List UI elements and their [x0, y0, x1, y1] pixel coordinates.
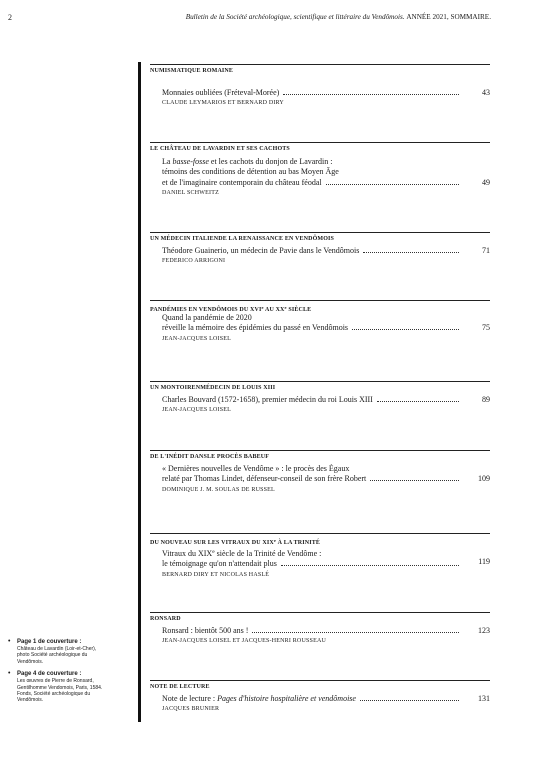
- toc-entry[interactable]: [162, 694, 490, 713]
- table-of-contents: [150, 64, 490, 721]
- entry-author: JEAN-JACQUES LOISEL ET JACQUES-HENRI ROUSSEAU: [162, 638, 327, 645]
- entry-line: Monnaies oubliées (Fréteval-Morée): [162, 88, 490, 98]
- entry-line: Quand la pandémie de 2020: [162, 313, 252, 322]
- entry-line: Ronsard : bientôt 500 ans !: [162, 626, 490, 636]
- toc-section: [150, 232, 490, 300]
- cover-credits: [8, 638, 104, 709]
- page-ref: 43: [482, 88, 490, 97]
- section-title: UN MONTOIRENMÉDECIN DE LOUIS XIII: [150, 385, 276, 391]
- entry-author: FEDERICO ARRIGONI: [162, 258, 226, 265]
- note-body: Les œuvres de Pierre de Ronsard, Gentilhomme Vendomois, Paris, 1584. Fonds, Société archéologique du Vendômois.: [17, 678, 103, 704]
- section-title: DU NOUVEAU SUR LES VITRAUX DU XIXe À LA TRINITÉ: [150, 538, 321, 546]
- entry-line: La basse-fosse et les cachots du donjon de Lavardin :: [162, 157, 333, 166]
- page-ref: 49: [482, 177, 490, 187]
- bullet-icon: •: [8, 638, 11, 645]
- toc-entry[interactable]: [162, 88, 490, 107]
- section-title: LE CHÂTEAU DE LAVARDIN ET SES CACHOTS: [150, 146, 290, 152]
- page-ref: 89: [482, 395, 490, 404]
- vertical-rule: [138, 62, 141, 722]
- running-header: [186, 13, 491, 21]
- entry-author: JEAN-JACQUES LOISEL: [162, 335, 231, 342]
- entry-line: Charles Bouvard (1572-1658), premier médecin du roi Louis XIII: [162, 395, 490, 405]
- running-head-section: ANNÉE 2021, SOMMAIRE.: [406, 13, 491, 21]
- entry-line: et de l'imaginaire contemporain du château féodal: [162, 178, 490, 188]
- toc-entry[interactable]: [162, 395, 490, 414]
- toc-entry[interactable]: [162, 157, 490, 197]
- toc-section: [150, 64, 490, 142]
- toc-entry[interactable]: [162, 313, 490, 343]
- page-ref: 109: [478, 474, 490, 484]
- cover-note: [8, 670, 104, 704]
- entry-author: JACQUES BRUNIER: [162, 706, 220, 713]
- toc-section: [150, 680, 490, 721]
- cover-note: [8, 638, 104, 665]
- entry-line: réveille la mémoire des épidémies du passé en Vendômois: [162, 323, 490, 333]
- toc-section: [150, 450, 490, 533]
- section-title: DE L'INÉDIT DANSLE PROCÈS BABEUF: [150, 454, 270, 460]
- toc-section: [150, 142, 490, 232]
- toc-entry[interactable]: [162, 246, 490, 265]
- toc-section: [150, 300, 490, 381]
- entry-line: « Dernières nouvelles de Vendôme » : le procès des Égaux: [162, 464, 350, 473]
- entry-line: le témoignage qu'on n'attendait plus: [162, 559, 490, 569]
- entry-line: témoins des conditions de détention au bas Moyen Âge: [162, 167, 339, 177]
- entry-line: Théodore Guainerio, un médecin de Pavie dans le Vendômois: [162, 246, 490, 256]
- entry-line: relaté par Thomas Lindet, défenseur-conseil de son frère Robert: [162, 474, 490, 484]
- toc-entry[interactable]: [162, 464, 490, 494]
- entry-author: DANIEL SCHWEITZ: [162, 189, 219, 196]
- page-ref: 75: [482, 323, 490, 333]
- page-ref: 71: [482, 246, 490, 255]
- toc-entry[interactable]: [162, 626, 490, 645]
- page-ref: 131: [478, 694, 490, 703]
- section-title: NOTE DE LECTURE: [150, 684, 210, 690]
- entry-author: DOMINIQUE J. M. SOULAS DE RUSSEL: [162, 486, 275, 493]
- note-title: Page 1 de couverture :: [17, 639, 82, 645]
- bullet-icon: •: [8, 670, 11, 678]
- entry-author: JEAN-JACQUES LOISEL: [162, 407, 231, 414]
- toc-section: [150, 612, 490, 680]
- entry-author: CLAUDE LEYMARIOS ET BERNARD DIRY: [162, 100, 284, 107]
- entry-line: Vitraux du XIXe siècle de la Trinité de Vendôme :: [162, 549, 322, 558]
- section-title: NUMISMATIQUE ROMAINE: [150, 68, 234, 74]
- page-number: 2: [8, 13, 12, 22]
- running-head-title: Bulletin de la Société archéologique, scientifique et littéraire du Vendômois.: [185, 13, 405, 21]
- section-title: RONSARD: [150, 616, 181, 622]
- note-body: Château de Lavardin (Loir-et-Cher), photo Société archéologique du Vendômois.: [17, 646, 97, 665]
- section-title: PANDÉMIES EN VENDÔMOIS DU XVIe AU XXe SIÈCLE: [150, 305, 312, 313]
- page-ref: 123: [478, 626, 490, 635]
- page-ref: 119: [478, 557, 490, 567]
- entry-line: Note de lecture : Pages d'histoire hospitalière et vendômoise: [162, 694, 490, 704]
- toc-section: [150, 533, 490, 612]
- section-title: UN MÉDECIN ITALIENDE LA RENAISSANCE EN VENDÔMOIS: [150, 236, 335, 242]
- toc-entry[interactable]: [162, 547, 490, 579]
- entry-author: BERNARD DIRY ET NICOLAS HASLÉ: [162, 571, 270, 578]
- toc-section: [150, 381, 490, 450]
- note-title: Page 4 de couverture :: [17, 671, 82, 678]
